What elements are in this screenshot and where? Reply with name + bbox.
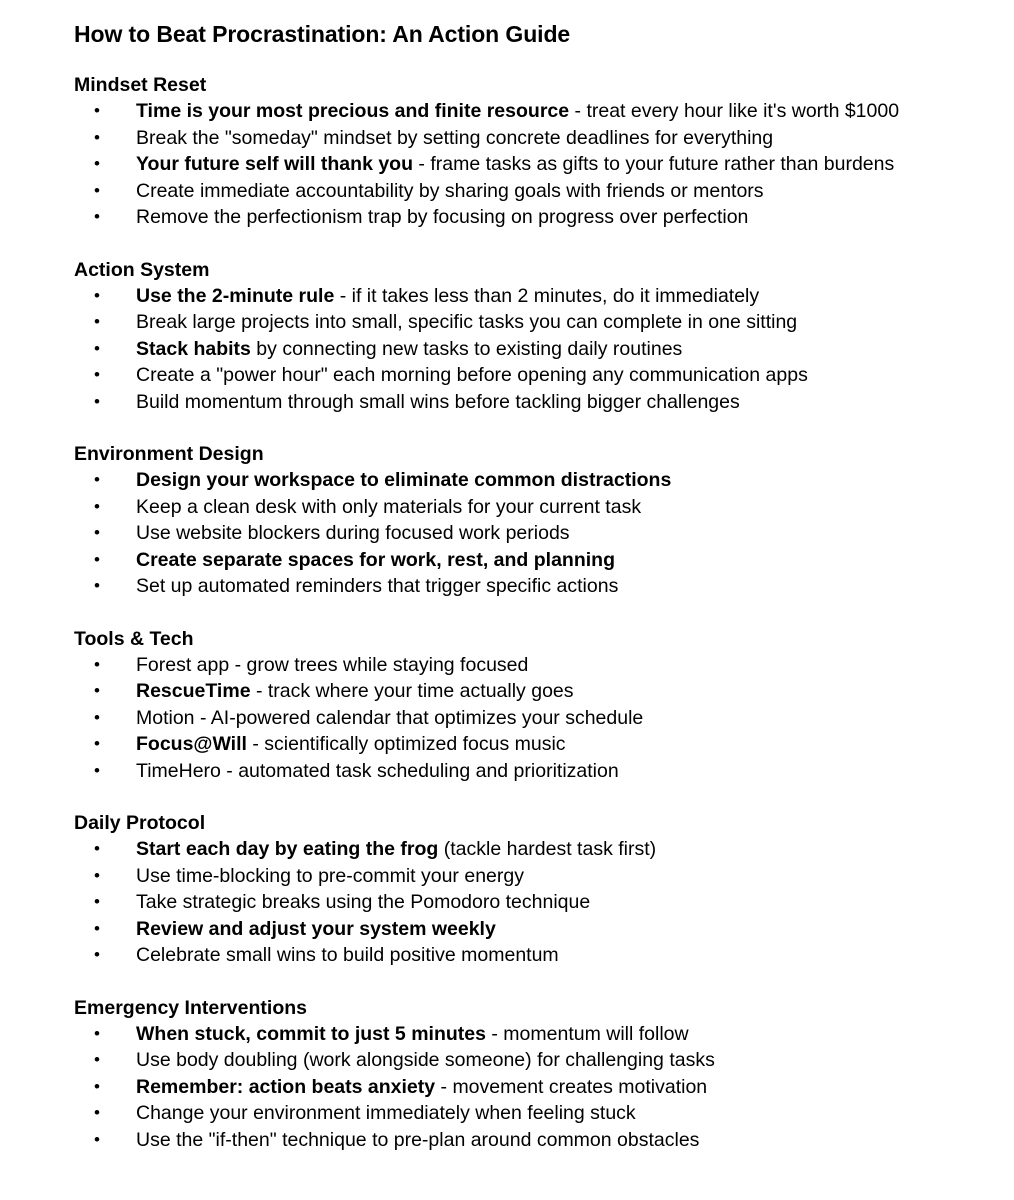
- bullet-icon: •: [94, 496, 100, 516]
- bullet-icon: •: [94, 839, 100, 858]
- list-item-bold-text: When stuck, commit to just 5 minutes: [136, 1022, 486, 1045]
- list-item: [74, 389, 1014, 416]
- list-item-bold-text: Create separate spaces for work, rest, and planning: [136, 548, 615, 571]
- list-item-text: Use time-blocking to pre-commit your energy: [136, 864, 524, 887]
- list-item: [74, 125, 1014, 152]
- sections-container: [74, 72, 1014, 1153]
- list-item: [74, 889, 1014, 916]
- list-item: [74, 1074, 1014, 1101]
- list-item: [74, 705, 1014, 732]
- bullet-icon: •: [94, 312, 100, 331]
- list-item-text: - momentum will follow: [485, 1022, 689, 1045]
- section: [74, 441, 1014, 600]
- list-item-text: Use website blockers during focused work periods: [136, 522, 570, 544]
- bullet-list: [74, 467, 1014, 600]
- list-item-text: Set up automated reminders that trigger specific actions: [136, 575, 619, 597]
- list-item-text: Use body doubling (work alongside someone) for challenging tasks: [136, 1049, 715, 1071]
- list-item-text: Create immediate accountability by sharing goals with friends or mentors: [136, 179, 764, 202]
- list-item-text: Break the "someday" mindset by setting concrete deadlines for everything: [136, 126, 774, 149]
- list-item: [74, 1021, 1014, 1048]
- list-item: [74, 573, 1014, 600]
- section: [74, 72, 1014, 231]
- bullet-list: [74, 1021, 1014, 1154]
- list-item: [74, 336, 1014, 363]
- list-item-bold-text: Remember: action beats anxiety: [136, 1075, 436, 1098]
- list-item: [74, 283, 1014, 310]
- list-item-bold-text: Time is your most precious and finite resource: [136, 100, 570, 122]
- bullet-icon: •: [94, 654, 100, 674]
- list-item-text: Take strategic breaks using the Pomodoro technique: [136, 891, 591, 913]
- bullet-list: [74, 652, 1014, 785]
- list-item: [74, 309, 1014, 336]
- bullet-icon: •: [94, 207, 100, 226]
- bullet-icon: •: [94, 1050, 100, 1069]
- list-item-text: by connecting new tasks to existing daily routines: [250, 337, 683, 360]
- bullet-icon: •: [94, 1076, 100, 1096]
- section: [74, 810, 1014, 969]
- list-item: [74, 916, 1014, 943]
- list-item: [74, 758, 1014, 785]
- bullet-icon: •: [94, 180, 100, 200]
- list-item-text: Break large projects into small, specific tasks you can complete in one sitting: [136, 311, 798, 333]
- list-item: [74, 942, 1014, 969]
- list-item-bold-text: Review and adjust your system weekly: [136, 917, 496, 940]
- bullet-icon: •: [94, 707, 100, 727]
- list-item-bold-text: Design your workspace to eliminate common distractions: [136, 469, 672, 491]
- list-item-bold-text: Use the 2-minute rule: [136, 284, 335, 307]
- list-item-text: (tackle hardest task first): [438, 838, 657, 860]
- list-item-text: - frame tasks as gifts to your future rather than burdens: [413, 153, 895, 175]
- list-item-text: Motion - AI-powered calendar that optimizes your schedule: [136, 706, 644, 729]
- bullet-icon: •: [94, 549, 100, 569]
- bullet-icon: •: [94, 365, 100, 384]
- list-item: [74, 178, 1014, 205]
- list-item: [74, 863, 1014, 890]
- section: [74, 626, 1014, 785]
- bullet-icon: •: [94, 338, 100, 358]
- list-item-bold-text: Focus@Will: [136, 733, 247, 755]
- list-item: [74, 467, 1014, 494]
- list-item: [74, 1127, 1014, 1154]
- list-item: [74, 98, 1014, 125]
- list-item: [74, 678, 1014, 705]
- list-item-text: TimeHero - automated task scheduling and prioritization: [136, 759, 619, 782]
- document-title: How to Beat Procrastination: An Action Guide: [74, 21, 571, 47]
- bullet-icon: •: [94, 1023, 100, 1043]
- section-heading: Environment Design: [74, 443, 264, 465]
- bullet-icon: •: [94, 760, 100, 780]
- section-heading: Mindset Reset: [74, 74, 207, 96]
- list-item: [74, 836, 1014, 863]
- list-item-text: - if it takes less than 2 minutes, do it immediately: [334, 284, 760, 307]
- list-item-bold-text: Stack habits: [136, 337, 251, 360]
- list-item-text: Build momentum through small wins before tackling bigger challenges: [136, 390, 740, 413]
- list-item: [74, 151, 1014, 178]
- bullet-icon: •: [94, 945, 100, 964]
- list-item-text: Celebrate small wins to build positive momentum: [136, 944, 559, 966]
- bullet-icon: •: [94, 865, 100, 885]
- section: [74, 995, 1014, 1154]
- bullet-list: [74, 283, 1014, 416]
- list-item: [74, 731, 1014, 758]
- bullet-icon: •: [94, 523, 100, 542]
- list-item: [74, 494, 1014, 521]
- bullet-list: [74, 98, 1014, 231]
- bullet-list: [74, 836, 1014, 969]
- bullet-icon: •: [94, 918, 100, 938]
- list-item: [74, 204, 1014, 231]
- bullet-icon: •: [94, 1129, 100, 1149]
- list-item: [74, 1047, 1014, 1074]
- list-item-text: Remove the perfectionism trap by focusing on progress over perfection: [136, 206, 749, 228]
- list-item-text: Use the "if-then" technique to pre-plan around common obstacles: [136, 1128, 700, 1151]
- bullet-icon: •: [94, 127, 100, 147]
- section-heading: Action System: [74, 258, 210, 281]
- list-item: [74, 362, 1014, 389]
- list-item: [74, 547, 1014, 574]
- bullet-icon: •: [94, 734, 100, 753]
- bullet-icon: •: [94, 391, 100, 411]
- section-heading: Daily Protocol: [74, 812, 206, 834]
- list-item-bold-text: Your future self will thank you: [136, 153, 413, 175]
- section: [74, 257, 1014, 416]
- bullet-icon: •: [94, 285, 100, 305]
- section-heading: Tools & Tech: [74, 627, 194, 650]
- list-item: [74, 1100, 1014, 1127]
- list-item-text: Forest app - grow trees while staying focused: [136, 653, 529, 676]
- list-item-text: - scientifically optimized focus music: [246, 733, 566, 755]
- list-item: [74, 652, 1014, 679]
- bullet-icon: •: [94, 470, 100, 489]
- bullet-icon: •: [94, 1103, 100, 1122]
- list-item-text: Change your environment immediately when feeling stuck: [136, 1102, 636, 1124]
- bullet-icon: •: [94, 154, 100, 173]
- list-item: [74, 520, 1014, 547]
- list-item-text: - treat every hour like it's worth $1000: [569, 100, 900, 122]
- bullet-icon: •: [94, 681, 100, 700]
- list-item-bold-text: Start each day by eating the frog: [136, 838, 439, 860]
- list-item-bold-text: RescueTime: [136, 680, 251, 702]
- section-heading: Emergency Interventions: [74, 996, 307, 1019]
- bullet-icon: •: [94, 101, 100, 120]
- list-item-text: - movement creates motivation: [435, 1075, 708, 1098]
- bullet-icon: •: [94, 892, 100, 911]
- bullet-icon: •: [94, 576, 100, 595]
- list-item-text: Keep a clean desk with only materials for your current task: [136, 495, 642, 518]
- list-item-text: - track where your time actually goes: [250, 680, 574, 702]
- list-item-text: Create a "power hour" each morning before opening any communication apps: [136, 364, 808, 386]
